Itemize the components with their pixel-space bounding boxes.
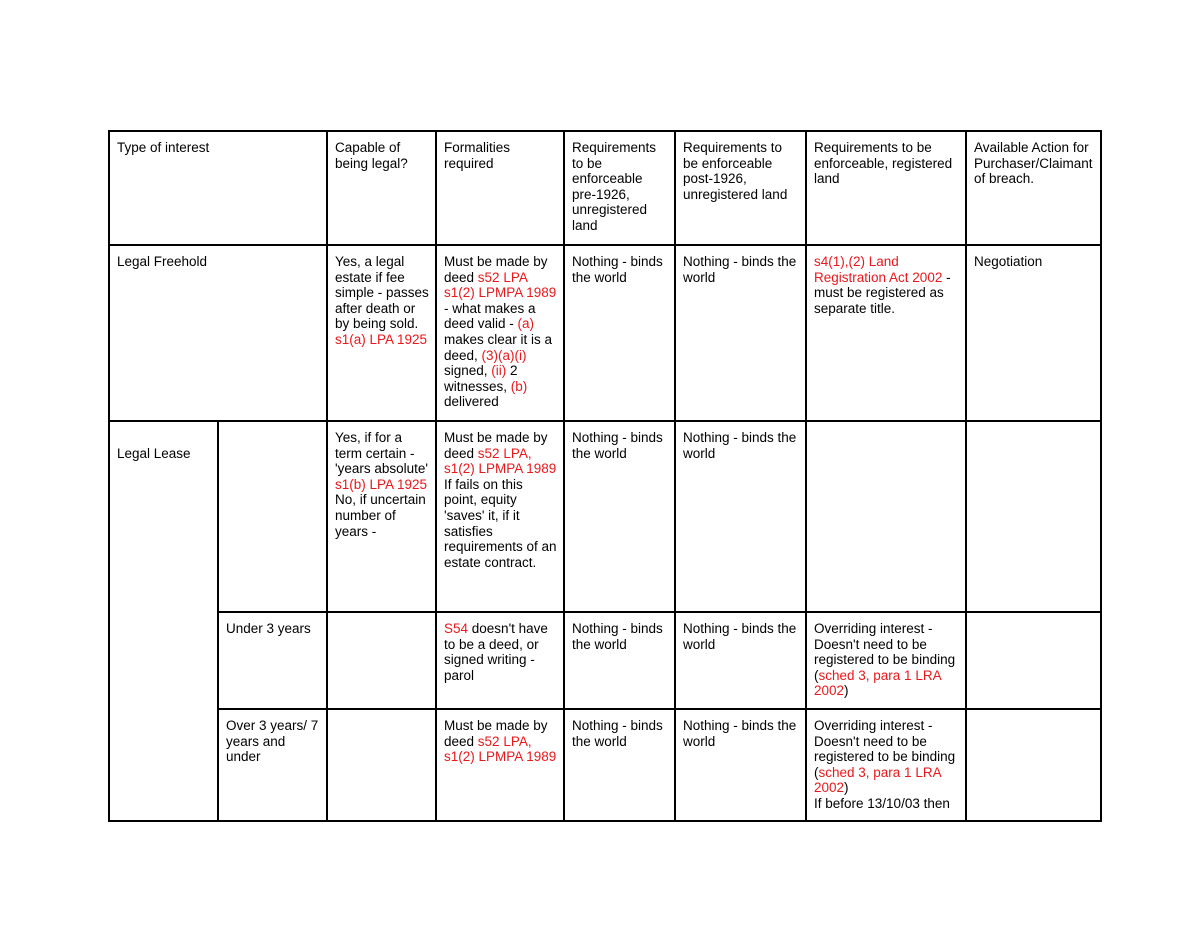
property-interests-table bbox=[108, 130, 1102, 822]
over3-formalities bbox=[436, 709, 564, 821]
under3-pre1926: Nothing - binds the world bbox=[564, 612, 675, 709]
over3-sub: Over 3 years/ 7 years and under bbox=[218, 709, 327, 821]
header-registered: Requirements to be enforceable, registered land bbox=[806, 131, 966, 245]
under3-registered-ref: sched 3, para 1 LRA 2002 bbox=[814, 667, 941, 699]
header-pre1926: Requirements to be enforceable pre-1926, unregistered land bbox=[564, 131, 675, 245]
lease-capable-text: Yes, if for a term certain - 'years absolute' bbox=[335, 430, 428, 477]
lease-post1926: Nothing - binds the world bbox=[675, 421, 806, 612]
freehold-formalities-ref: (ii) bbox=[491, 363, 507, 379]
freehold-registered-ref: s4(1),(2) Land Registration Act 2002 bbox=[814, 254, 943, 285]
over3-registered-text: Overriding interest - Doesn't need to be registered to be binding ( bbox=[814, 718, 956, 780]
under3-formalities bbox=[436, 612, 564, 709]
lease-formalities-text: Must be made by deed bbox=[444, 430, 548, 461]
under3-capable bbox=[327, 612, 436, 709]
over3-capable bbox=[327, 709, 436, 821]
lease-type bbox=[109, 421, 218, 821]
under3-registered-text: ) bbox=[844, 683, 849, 699]
freehold-formalities-ref: (a) bbox=[517, 316, 535, 332]
lease-sub-empty bbox=[218, 421, 327, 612]
lease-formalities-text: If fails on this point, equity 'saves' it, if it satisfies requirements of an estate contract. bbox=[444, 476, 557, 570]
freehold-formalities-text: 2 witnesses, bbox=[444, 363, 518, 394]
table-row-legal-freehold bbox=[109, 245, 1101, 421]
header-formalities: Formalities required bbox=[436, 131, 564, 245]
over3-registered-text: ) bbox=[844, 780, 849, 796]
under3-formalities-text: doesn't have to be a deed, or signed writing - parol bbox=[444, 621, 548, 683]
lease-formalities bbox=[436, 421, 564, 612]
header-capable: Capable of being legal? bbox=[327, 131, 436, 245]
freehold-formalities-text: signed, bbox=[444, 363, 492, 379]
under3-registered bbox=[806, 612, 966, 709]
freehold-formalities-ref: s52 LPA bbox=[477, 269, 528, 285]
freehold-pre1926: Nothing - binds the world bbox=[564, 245, 675, 421]
header-post1926: Requirements to be enforceable post-1926, unregistered land bbox=[675, 131, 806, 245]
freehold-formalities-text: Must be made by deed bbox=[444, 254, 548, 285]
lease-action bbox=[966, 421, 1101, 612]
freehold-type: Legal Freehold bbox=[109, 245, 327, 421]
under3-registered-text: Overriding interest - Doesn't need to be registered to be binding ( bbox=[814, 621, 956, 683]
lease-capable-ref: s1(b) LPA 1925 bbox=[335, 476, 428, 492]
lease-capable-text: No, if uncertain number of years - bbox=[335, 492, 426, 539]
over3-post1926: Nothing - binds the world bbox=[675, 709, 806, 821]
table-row-over-3-years bbox=[109, 709, 1101, 821]
table-row-under-3-years bbox=[109, 612, 1101, 709]
freehold-registered bbox=[806, 245, 966, 421]
lease-capable bbox=[327, 421, 436, 612]
freehold-formalities-text: makes clear it is a deed, bbox=[444, 331, 553, 363]
freehold-post1926: Nothing - binds the world bbox=[675, 245, 806, 421]
over3-formalities-ref: s52 LPA, s1(2) LPMPA 1989 bbox=[444, 733, 557, 765]
header-row bbox=[109, 131, 1101, 245]
freehold-capable bbox=[327, 245, 436, 421]
lease-formalities-ref: s52 LPA, s1(2) LPMPA 1989 bbox=[444, 445, 557, 477]
freehold-registered-text: - must be registered as separate title. bbox=[814, 269, 951, 316]
freehold-formalities-ref: s1(2) LPMPA 1989 bbox=[444, 285, 557, 301]
freehold-capable-ref: s1(a) LPA 1925 bbox=[335, 331, 428, 347]
freehold-formalities-ref: (3)(a)(i) bbox=[481, 347, 527, 363]
freehold-capable-text: Yes, a legal estate if fee simple - passes after death or by being sold. bbox=[335, 254, 429, 332]
lease-type-label: Legal Lease bbox=[117, 446, 191, 461]
under3-post1926: Nothing - binds the world bbox=[675, 612, 806, 709]
over3-registered bbox=[806, 709, 966, 821]
over3-pre1926: Nothing - binds the world bbox=[564, 709, 675, 821]
freehold-action: Negotiation bbox=[966, 245, 1101, 421]
under3-sub: Under 3 years bbox=[218, 612, 327, 709]
over3-formalities-text: Must be made by deed bbox=[444, 718, 548, 749]
freehold-formalities bbox=[436, 245, 564, 421]
header-action: Available Action for Purchaser/Claimant of breach. bbox=[966, 131, 1101, 245]
under3-action bbox=[966, 612, 1101, 709]
freehold-formalities-text: - what makes a deed valid - bbox=[444, 300, 536, 332]
over3-registered-text: If before 13/10/03 then bbox=[814, 795, 950, 811]
over3-registered-ref: sched 3, para 1 LRA 2002 bbox=[814, 764, 941, 796]
over3-action bbox=[966, 709, 1101, 821]
under3-formalities-ref: S54 bbox=[444, 621, 469, 636]
lease-registered bbox=[806, 421, 966, 612]
table-row-legal-lease bbox=[109, 421, 1101, 612]
header-type: Type of interest bbox=[109, 131, 327, 245]
lease-pre1926: Nothing - binds the world bbox=[564, 421, 675, 612]
freehold-formalities-text: delivered bbox=[444, 394, 499, 410]
freehold-formalities-ref: (b) bbox=[510, 378, 528, 394]
